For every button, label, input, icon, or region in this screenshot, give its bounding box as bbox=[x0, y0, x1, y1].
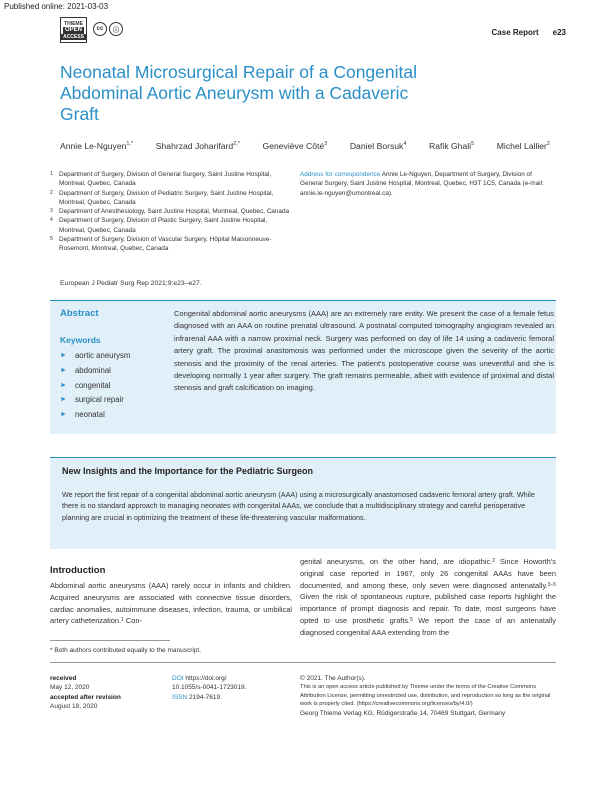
author: Rafik Ghali$^5$ bbox=[429, 141, 475, 151]
author: Annie Le-Nguyen$^{1,*}$ bbox=[60, 141, 134, 151]
article-title: Neonatal Microsurgical Repair of a Congenital Abdominal Aortic Aneurysm with a Cadaveric Graft bbox=[60, 62, 417, 124]
affiliation-item: 5 Department of Surgery, Division of Vascular Surgery, Hôpital Maisonneuve-Rosemont, Montreal, Quebec, Canada bbox=[50, 236, 272, 253]
citation-link[interactable]: 3–5 bbox=[547, 581, 556, 588]
page-number: e23 bbox=[552, 28, 566, 37]
keywords-list bbox=[60, 349, 130, 423]
affiliation-item: 1 Department of Surgery, Division of General Surgery, Saint Justine Hospital, Montreal, Quebec, Canada bbox=[50, 171, 272, 188]
author: Daniel Borsuk$^4$ bbox=[349, 141, 407, 151]
author: Shahrzad Joharifard$^{2,*}$ bbox=[155, 141, 240, 151]
accepted-date: August 18, 2020 bbox=[50, 702, 98, 710]
citation-link[interactable]: 2 bbox=[492, 558, 496, 564]
issn-label: ISSN bbox=[172, 693, 188, 701]
keyword-item: ► neonatal bbox=[60, 408, 130, 423]
logo-text-access: ACCESS bbox=[63, 33, 84, 40]
abstract-heading: Abstract bbox=[60, 308, 99, 319]
accepted-label: accepted after revision bbox=[50, 693, 121, 701]
arrow-right-icon: ► bbox=[60, 366, 67, 374]
published-date: Published online: 2021-03-03 bbox=[4, 2, 109, 11]
abstract-box bbox=[50, 300, 556, 434]
arrow-right-icon: ► bbox=[60, 381, 67, 389]
doi-issn bbox=[172, 674, 246, 702]
correspondence-address bbox=[300, 170, 550, 198]
logo-text-thieme: THIEME bbox=[64, 20, 83, 27]
running-header bbox=[492, 28, 566, 37]
correspondence-label: Address for correspondence bbox=[300, 171, 381, 178]
author: Geneviève Côté$^3$ bbox=[262, 141, 328, 151]
thieme-open-access-logo[interactable] bbox=[60, 17, 87, 43]
citation-link[interactable]: 5 bbox=[410, 616, 413, 623]
article-dates bbox=[50, 674, 121, 711]
abstract-text: Congenital abdominal aortic aneurysms (AAA) are an extremely rare entity. We present the case of a female fetus diagnosed with an AAA on routine prenatal ultrasound. A postnatal computed tomography angiogram revealed an infrarenal AAA with a narrow proximal neck. Surgery was performed on day of life 14 using a cadaveric femoral artery graft. The proximal anastomosis was performed under the microscope given the severity of the aortic stenosis and the proximity of the renal arteries. The patient's postoperative course was uneventful and she is developing normally 1 year after surgery. The graft remains permeable, albeit with evidence of proximal and distal stenosis and graft calcification on imaging. bbox=[174, 309, 554, 393]
keyword-item: ► abdominal bbox=[60, 364, 130, 379]
arrow-right-icon: ► bbox=[60, 396, 67, 404]
introduction-column-2: genital aneurysms, on the other hand, are idiopathic.$^2$ Since Howorth's original case reported in 1967, only 26 congenital AAAs have been documented, and among these, only seven were diagnosed antenatally.$^{3-5}$ Given the risk of spontaneous rupture, published case reports highlight the importance of prompt diagnosis and repair. To date, most surgeons have opted to use prosthetic grafts.$^5$ We report the case of an antenatally diagnosed congenital AAA extending from the bbox=[300, 557, 556, 637]
cc-icon: cc bbox=[93, 22, 107, 36]
keyword-item: ► congenital bbox=[60, 379, 130, 394]
issn-value: 2194-7619. bbox=[188, 693, 222, 701]
insights-heading: New Insights and the Importance for the Pediatric Surgeon bbox=[62, 466, 314, 476]
affiliation-item: 2 Department of Surgery, Division of Pediatric Surgery, Saint Justine Hospital, Montreal, Quebec, Canada bbox=[50, 189, 274, 206]
keyword-item: ► aortic aneurysm bbox=[60, 349, 130, 364]
keywords-heading: Keywords bbox=[60, 335, 101, 345]
footnote: * Both authors contributed equally to the manuscript. bbox=[50, 647, 202, 654]
publisher-address: Georg Thieme Verlag KG, Rüdigerstraße 14, 70469 Stuttgart, Germany bbox=[300, 709, 506, 717]
creative-commons-icons bbox=[93, 22, 123, 36]
insights-box bbox=[50, 457, 556, 549]
section-label: Case Report bbox=[491, 28, 539, 37]
logo-text-open: OPEN bbox=[64, 26, 82, 33]
footnote-divider bbox=[50, 640, 170, 641]
copyright-notice bbox=[300, 674, 556, 718]
bottom-divider bbox=[50, 662, 556, 663]
journal-reference: European J Pediatr Surg Rep 2021;9:e23–e27. bbox=[60, 280, 202, 287]
doi-value[interactable]: 10.1055/s-0041-1723019. bbox=[172, 684, 247, 692]
affiliations bbox=[50, 170, 290, 254]
author: Michel Lallier$^2$ bbox=[496, 141, 550, 151]
citation-link[interactable]: 1 bbox=[121, 617, 124, 624]
affiliation-item: 3 Department of Anesthesiology, Saint Justine Hospital, Montreal, Quebec, Canada bbox=[50, 208, 290, 216]
keyword-item: ► surgical repair bbox=[60, 393, 130, 408]
doi-link[interactable]: https://doi.org/ bbox=[185, 675, 227, 682]
received-date: May 12, 2020 bbox=[50, 684, 90, 692]
insights-text: We report the first repair of a congenital abdominal aortic aneurysm (AAA) using a microsurgically anastomosed cadaveric femoral artery graft. While there is no standard approach to managing neonates with congenital AAAs, we conclude that a multidisciplinary strategy and careful perioperative planning are crucial in optimizing the treatment of these life-threatening vascular malformations. bbox=[62, 490, 535, 522]
affiliation-item: 4 Department of Surgery, Division of Plastic Surgery, Saint Justine Hospital, Montreal, Quebec, Canada bbox=[50, 217, 268, 234]
received-label: received bbox=[50, 675, 77, 682]
introduction-column-1: Abdominal aortic aneurysms (AAA) rarely occur in infants and children. Acquired aneurysms are associated with connective tissue disorders, cardiac anomalies, autoimmune diseases, infection, trauma, or umbilical artery catheterization.$^1$ Con- bbox=[50, 581, 292, 626]
author-list bbox=[60, 141, 550, 151]
arrow-right-icon: ► bbox=[60, 352, 67, 359]
introduction-heading: Introduction bbox=[50, 565, 106, 576]
doi-label: DOI bbox=[172, 675, 184, 682]
license-text: This is an open access article published by Thieme under the terms of the Creative Commons Attribution License, permitting unrestricted use, distribution, and reproduction so long as the original work is properly cited. (https://creativecommons.org/licenses/by/4.0/) bbox=[300, 684, 551, 708]
arrow-right-icon: ► bbox=[60, 411, 67, 419]
attribution-icon: ⓘ bbox=[109, 22, 123, 36]
correspondence-text[interactable]: Annie Le-Nguyen, Department of Surgery, Division of General Surgery, Saint Justine Hospital, Montreal, Quebec, H3T 1C5, Canada (e-mail: annie.le-nguyen@umontreal.ca). bbox=[300, 171, 544, 197]
copyright-line: © 2021. The Author(s). bbox=[300, 675, 366, 682]
